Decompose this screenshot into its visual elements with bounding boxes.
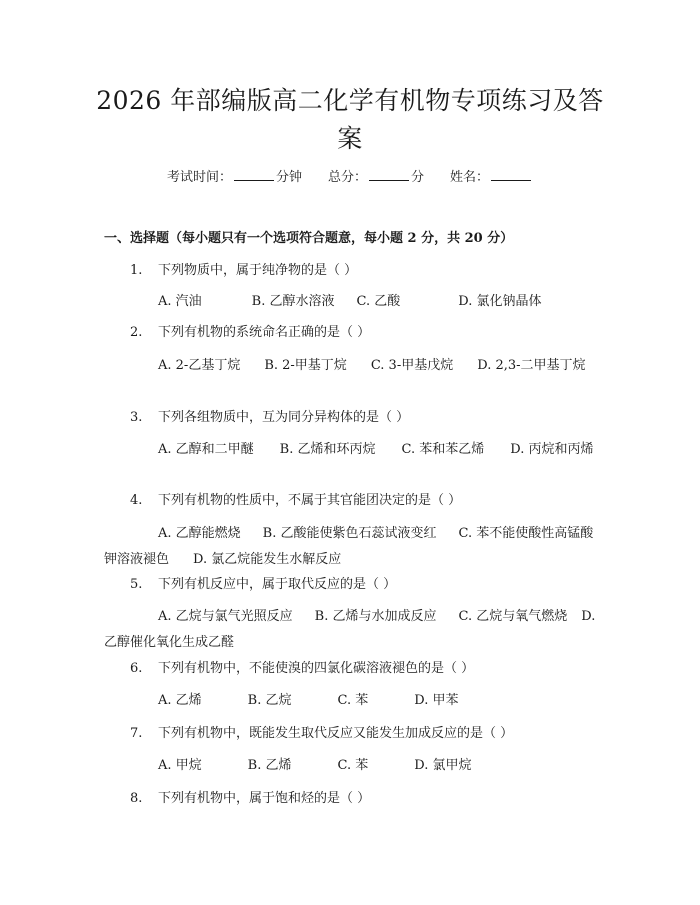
score-label: 总分： bbox=[327, 170, 367, 185]
score-blank bbox=[369, 168, 409, 181]
question-stem bbox=[130, 323, 370, 343]
question-number: 7. bbox=[130, 726, 143, 741]
option-a: A. 乙醇和二甲醚 bbox=[158, 442, 254, 457]
option-b: B. 乙烷 bbox=[247, 693, 292, 708]
option-a: A. 汽油 bbox=[158, 294, 202, 309]
option-d: D. 丙烷和丙烯 bbox=[510, 442, 594, 457]
option-b: B. 乙烯 bbox=[247, 758, 292, 773]
section-heading: 一、选择题（每小题只有一个选项符合题意，每小题 2 分，共 20 分） bbox=[104, 231, 514, 246]
question-options bbox=[104, 289, 604, 315]
question-number: 5. bbox=[130, 577, 143, 592]
question-options bbox=[104, 753, 604, 779]
question-options bbox=[104, 521, 604, 573]
question-text: 下列各组物质中，互为同分异构体的是（ ） bbox=[158, 410, 410, 425]
question-options bbox=[104, 353, 604, 379]
option-d: D. 氯甲烷 bbox=[414, 758, 472, 773]
question-number: 6. bbox=[130, 661, 143, 676]
question-stem bbox=[130, 659, 474, 679]
option-a: A. 乙烷与氯气光照反应 bbox=[158, 609, 293, 624]
option-b: B. 乙烯与水加成反应 bbox=[314, 609, 437, 624]
question-options bbox=[104, 688, 604, 714]
option-d: D. 氯乙烷能发生水解反应 bbox=[193, 552, 342, 567]
question-options bbox=[104, 437, 604, 463]
page-title-line-2: 案 bbox=[337, 124, 363, 153]
option-c: C. 苯和苯乙烯 bbox=[401, 442, 485, 457]
option-b: B. 乙烯和环丙烷 bbox=[279, 442, 376, 457]
question-options bbox=[104, 604, 604, 656]
question-text: 下列有机反应中，属于取代反应的是（ ） bbox=[158, 577, 397, 592]
question-text: 下列有机物的性质中，不属于其官能团决定的是（ ） bbox=[158, 493, 462, 508]
question-stem bbox=[130, 261, 357, 281]
page-title bbox=[90, 82, 610, 158]
question-text: 下列有机物的系统命名正确的是（ ） bbox=[158, 325, 371, 340]
question-text: 下列有机物中，属于饱和烃的是（ ） bbox=[158, 791, 371, 806]
name-label: 姓名： bbox=[450, 170, 490, 185]
option-d: D. 甲苯 bbox=[414, 693, 459, 708]
question-number: 8. bbox=[130, 791, 143, 806]
page-title-line-1: 2026 年部编版高二化学有机物专项练习及答 bbox=[96, 86, 604, 115]
option-a: A. 乙烯 bbox=[158, 693, 202, 708]
question-text: 下列有机物中，不能使溴的四氯化碳溶液褪色的是（ ） bbox=[158, 661, 475, 676]
option-a: A. 乙醇能燃烧 bbox=[158, 526, 241, 541]
option-c: C. 苯不能使酸性高锰酸钾溶液褪色 bbox=[104, 526, 594, 567]
question-stem bbox=[130, 491, 461, 511]
question-number: 1. bbox=[130, 263, 143, 278]
time-blank bbox=[234, 168, 274, 181]
option-d: D. 氯化钠晶体 bbox=[458, 294, 542, 309]
time-unit: 分钟 bbox=[275, 170, 302, 185]
question-text: 下列有机物中，既能发生取代反应又能发生加成反应的是（ ） bbox=[158, 726, 514, 741]
name-blank bbox=[491, 168, 531, 181]
score-unit: 分 bbox=[411, 170, 425, 185]
question-text: 下列物质中，属于纯净物的是（ ） bbox=[158, 263, 358, 278]
question-stem bbox=[130, 408, 409, 428]
option-b: B. 2-甲基丁烷 bbox=[264, 358, 347, 373]
option-c: C. 苯 bbox=[337, 693, 369, 708]
question-number: 3. bbox=[130, 410, 143, 425]
question-number: 2. bbox=[130, 325, 143, 340]
option-c: C. 3-甲基戊烷 bbox=[370, 358, 454, 373]
question-stem bbox=[130, 724, 513, 744]
option-b: B. 乙酸能使紫色石蕊试液变红 bbox=[262, 526, 437, 541]
option-c: C. 苯 bbox=[337, 758, 369, 773]
option-c: C. 乙烷与氧气燃烧 bbox=[458, 609, 568, 624]
question-stem bbox=[130, 789, 370, 809]
option-c: C. 乙酸 bbox=[356, 294, 401, 309]
option-a: A. 2-乙基丁烷 bbox=[158, 358, 241, 373]
option-d: D. 乙醇催化氧化生成乙醛 bbox=[104, 609, 596, 650]
time-label: 考试时间： bbox=[166, 170, 232, 185]
option-d: D. 2,3-二甲基丁烷 bbox=[477, 358, 586, 373]
question-number: 4. bbox=[130, 493, 143, 508]
option-a: A. 甲烷 bbox=[158, 758, 202, 773]
option-b: B. 乙醇水溶液 bbox=[251, 294, 335, 309]
exam-meta bbox=[0, 168, 700, 188]
question-stem bbox=[130, 575, 396, 595]
